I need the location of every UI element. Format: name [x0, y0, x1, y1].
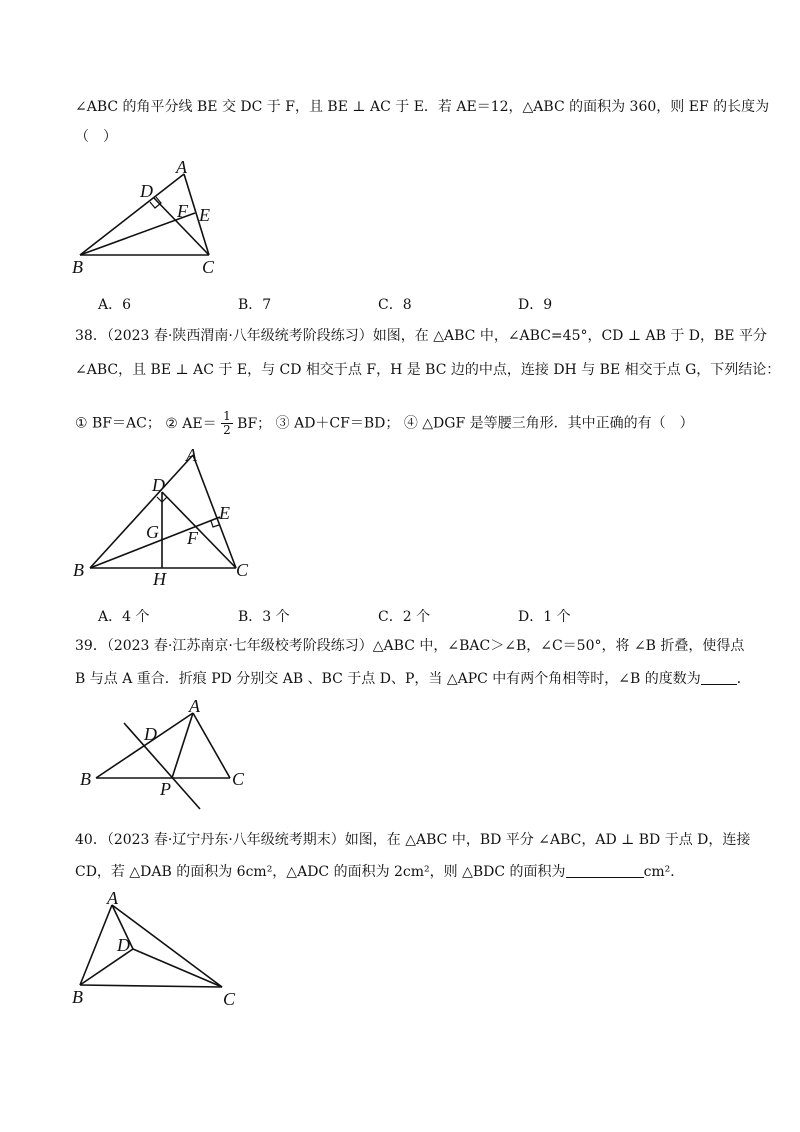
q37-label-A: A — [176, 157, 187, 177]
q38-text-line1: 38．（2023 春·陕西渭南·八年级统考阶段练习）如图，在 △ABC 中，∠ABC=45°，CD ⊥ AB 于 D，BE 平分 — [75, 328, 767, 344]
q38-option-d: D．1 个 — [518, 609, 571, 625]
q37-label-B: B — [72, 257, 83, 277]
q38-conclusion-3: ③ AD＋CF＝BD； — [275, 415, 400, 432]
q39-label-D: D — [144, 724, 157, 744]
q38-fraction: $\frac{1}{2}$ — [223, 409, 231, 437]
q39-text-line2: B 与点 A 重合．折痕 PD 分别交 AB 、BC 于点 D、P，当 △APC 中有两个角相等时，∠B 的度数为 ． — [75, 671, 751, 687]
q39-label-B: B — [80, 769, 91, 789]
q39-text-line1: 39．（2023 春·江苏南京·七年级校考阶段练习）△ABC 中，∠BAC＞∠B，∠C＝50°，将 ∠B 折叠，使得点 — [75, 638, 745, 654]
q38-label-F: F — [187, 528, 198, 548]
q38-label-D: D — [152, 475, 165, 495]
q39-label-A: A — [189, 696, 200, 716]
q38-label-G: G — [146, 522, 159, 542]
q40-label-D: D — [117, 935, 130, 955]
q37-option-b: B．7 — [238, 297, 272, 313]
q37-option-c: C．8 — [378, 297, 412, 313]
q38-label-B: B — [73, 560, 84, 580]
q38-text-line2: ∠ABC，且 BE ⊥ AC 于 E，与 CD 相交于点 F，H 是 BC 边的中点，连接 DH 与 BE 相交于点 G，下列结论： — [75, 362, 781, 378]
q38-label-H: H — [153, 569, 166, 589]
q39-label-C: C — [232, 769, 245, 789]
q40-label-C: C — [223, 989, 236, 1009]
q37-text-line1: ∠ABC 的角平分线 BE 交 DC 于 F，且 BE ⊥ AC 于 E．若 AE＝12，△ABC 的面积为 360，则 EF 的长度为 — [75, 99, 770, 115]
q38-conclusion-2: ② AE＝ $\frac{1}{2}$ BF； — [165, 409, 272, 437]
q38-option-b: B．3 个 — [238, 609, 290, 625]
q37-label-C: C — [202, 257, 215, 277]
q40-text-line1: 40．（2023 春·辽宁丹东·八年级统考期末）如图，在 △ABC 中，BD 平分 ∠ABC，AD ⊥ BD 于点 D，连接 — [75, 832, 751, 848]
q39-label-P: P — [160, 779, 171, 799]
q37-text-line2: （ ） — [75, 129, 117, 145]
q40-label-B: B — [72, 987, 83, 1007]
q38-conclusion-4: ④ △DGF 是等腰三角形．其中正确的有（ ） — [403, 415, 694, 432]
q37-label-E: E — [199, 205, 210, 225]
q37-option-a: A．6 — [98, 297, 132, 313]
q40-text-line2: CD，若 △DAB 的面积为 6cm²，△ADC 的面积为 2cm²，则 △BDC 的面积为 cm²． — [75, 864, 685, 880]
q38-option-a: A．4 个 — [98, 609, 150, 625]
q37-label-F: F — [177, 201, 188, 221]
q38-conclusion-1: ① BF＝AC； — [75, 415, 161, 432]
q40-label-A: A — [107, 888, 118, 908]
q37-option-d: D．9 — [518, 297, 553, 313]
q37-label-D: D — [140, 181, 153, 201]
q38-label-A: A — [186, 445, 197, 465]
q38-option-c: C．2 个 — [378, 609, 431, 625]
q38-label-E: E — [219, 503, 230, 523]
q38-label-C: C — [236, 560, 249, 580]
